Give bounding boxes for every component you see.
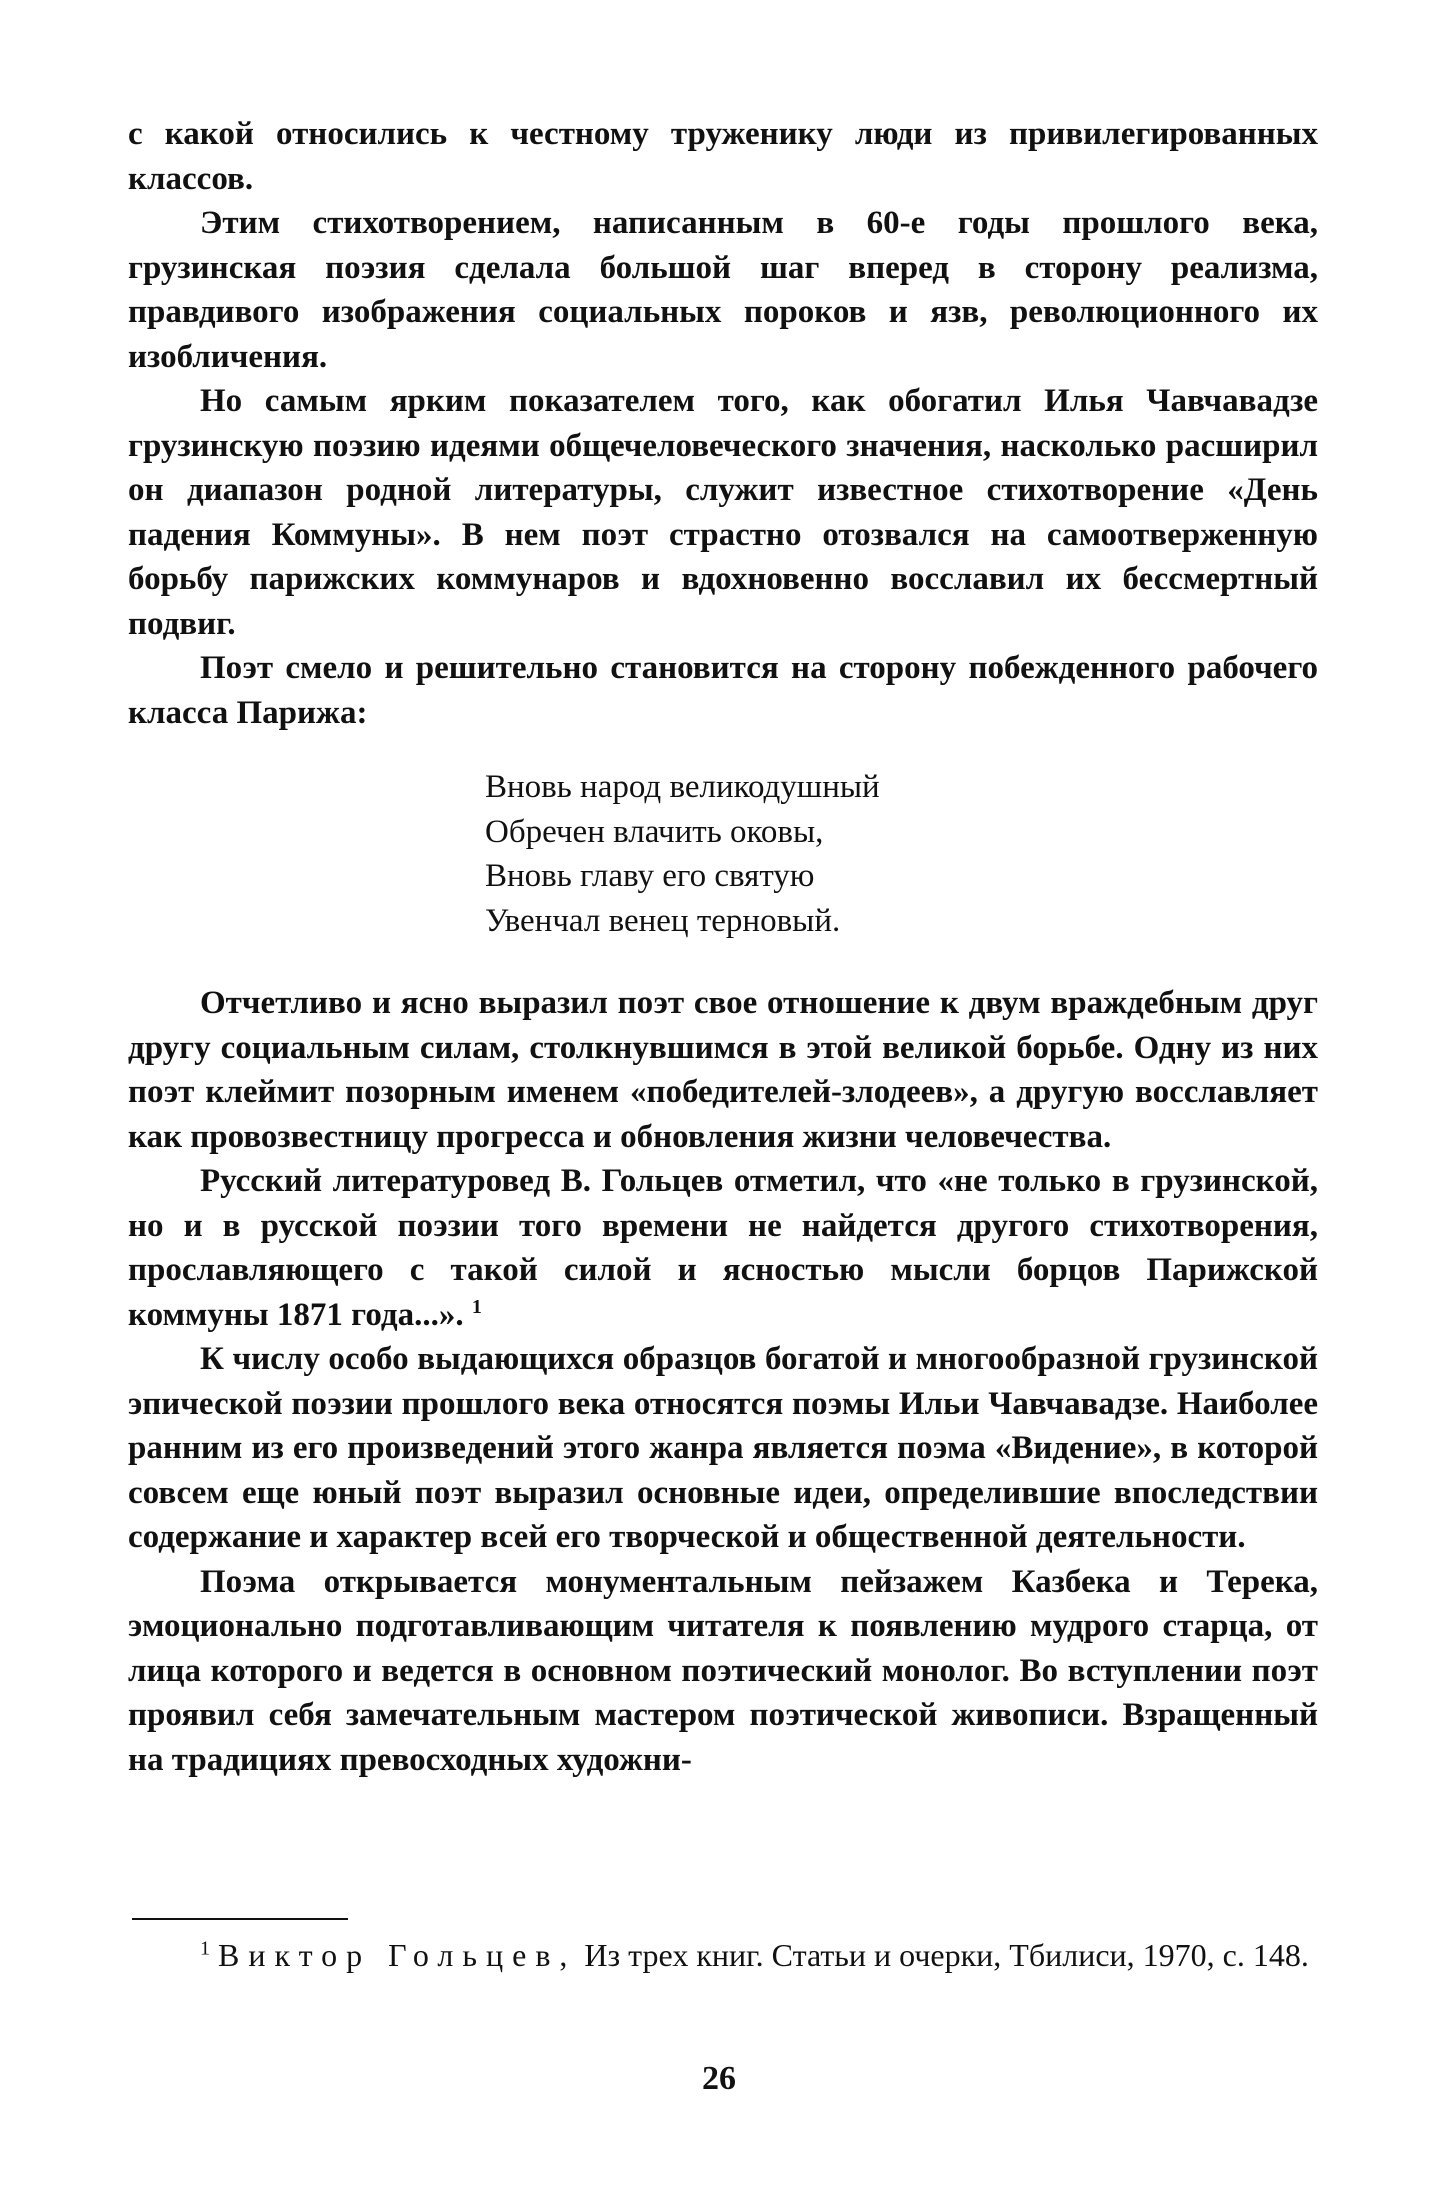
footnote-author: Виктор Гольцев, <box>218 1937 577 1973</box>
paragraph-5: Отчетливо и ясно выразил поэт свое отношение к двум враждебным друг другу социальным силам, столкнувшимся в этой великой борьбе. Одну из них поэт клеймит позорным именем «победителей-злодеев», а другую восславляет как провозвестницу прогресса и обновления жизни человечества. <box>128 985 1318 1155</box>
footnote <box>128 1932 1318 1978</box>
paragraph-7: К числу особо выдающихся образцов богатой и многообразной грузинской эпической поэзии прошлого века относятся поэмы Ильи Чавчавадзе. Наиболее ранним из его произведений этого жанра является поэма «Видение», в которой совсем еще юный поэт выразил основные идеи, определившие впоследствии содержание и характер всей его творческой и общественной деятельности. <box>128 1341 1318 1555</box>
footnote-divider <box>132 1918 348 1920</box>
paragraph-6 <box>128 1159 1318 1337</box>
paragraph-1: с какой относились к честному труженику люди из привилегированных классов. <box>128 116 1318 197</box>
paragraph-3: Но самым ярким показателем того, как обогатил Илья Чавчавадзе грузинскую поэзию идеями общечеловеческого значения, насколько расширил он диапазон родной литературы, служит известное стихотворение «День падения Коммуны». В нем поэт страстно отозвался на самоотверженную борьбу парижских коммунаров и вдохновенно восславил их бессмертный подвиг. <box>128 383 1318 642</box>
paragraph-8: Поэма открывается монументальным пейзажем Казбека и Терека, эмоционально подготавливающим читателя к появлению мудрого старца, от лица которого и ведется в основном поэтический монолог. Во вступлении поэт проявил себя замечательным мастером поэтической живописи. Взращенный на традициях превосходных художни- <box>128 1563 1318 1778</box>
verse-line-1: Вновь народ великодушный <box>485 769 880 805</box>
footnote-reference: 1 <box>471 1295 482 1318</box>
verse-line-4: Увенчал венец терновый. <box>485 902 841 939</box>
verse-line-3: Вновь главу его святую <box>485 858 815 894</box>
paragraph-2: Этим стихотворением, написанным в 60-е годы прошлого века, грузинская поэзия сделала большой шаг вперед в сторону реализма, правдивого изображения социальных пороков и язв, революционного их изобличения. <box>128 205 1318 375</box>
paragraph-4: Поэт смело и решительно становится на сторону побежденного рабочего класса Парижа: <box>128 650 1318 731</box>
main-text <box>128 112 1318 1782</box>
page-number: 26 <box>702 2060 736 2097</box>
footnote-marker: 1 <box>200 1937 210 1960</box>
footnote-text: Из трех книг. Статьи и очерки, Тбилиси, 1970, с. 148. <box>576 1937 1309 1973</box>
verse-quote <box>485 765 1318 943</box>
paragraph-6-text: Русский литературовед В. Гольцев отметил, что «не только в грузинской, но и в русской поэзии того времени не найдется другого стихотворения, прославляющего с такой силой и ясностью мысли борцов Парижской коммуны 1871 года...». <box>128 1163 1318 1333</box>
verse-line-2: Обречен влачить оковы, <box>485 813 824 850</box>
